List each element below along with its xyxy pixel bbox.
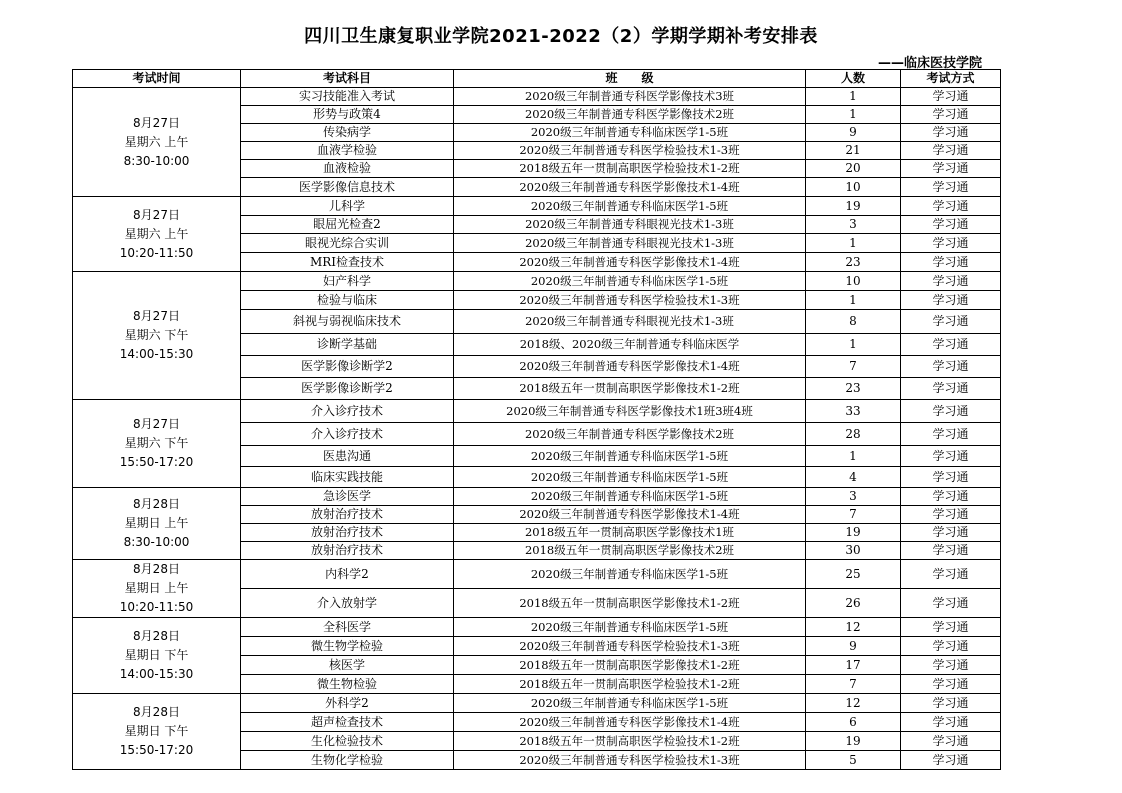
subject-cell: 外科学2 <box>241 694 454 713</box>
exam-time-cell <box>73 618 241 694</box>
exam-date: 8月28日 <box>133 705 180 719</box>
class-cell: 2020级三年制普通专科医学检验技术1-3班 <box>454 291 806 310</box>
method-cell: 学习通 <box>901 356 1001 378</box>
count-cell: 8 <box>806 310 901 334</box>
class-cell: 2018级五年一贯制高职医学影像技术1班 <box>454 524 806 542</box>
exam-schedule-table <box>72 69 1001 770</box>
class-cell: 2018级五年一贯制高职医学影像技术1-2班 <box>454 589 806 618</box>
class-cell: 2020级三年制普通专科医学影像技术2班 <box>454 106 806 124</box>
exam-time: 15:50-17:20 <box>119 455 194 469</box>
subject-cell: 放射治疗技术 <box>241 542 454 560</box>
class-cell: 2020级三年制普通专科医学影像技术1-4班 <box>454 506 806 524</box>
method-cell: 学习通 <box>901 694 1001 713</box>
count-cell: 28 <box>806 423 901 446</box>
class-cell: 2020级三年制普通专科医学影像技术1-4班 <box>454 356 806 378</box>
subject-cell: 放射治疗技术 <box>241 506 454 524</box>
subject-cell: 微生物检验 <box>241 675 454 694</box>
count-cell: 23 <box>806 253 901 272</box>
exam-time-cell <box>73 694 241 770</box>
exam-time-cell <box>73 197 241 272</box>
method-cell: 学习通 <box>901 589 1001 618</box>
count-cell: 26 <box>806 589 901 618</box>
class-cell: 2020级三年制普通专科医学影像技术2班 <box>454 423 806 446</box>
count-cell: 23 <box>806 378 901 400</box>
count-cell: 21 <box>806 142 901 160</box>
count-cell: 5 <box>806 751 901 770</box>
method-cell: 学习通 <box>901 378 1001 400</box>
method-cell: 学习通 <box>901 423 1001 446</box>
method-cell: 学习通 <box>901 142 1001 160</box>
exam-time: 14:00-15:30 <box>119 667 194 681</box>
table-row <box>73 560 1001 589</box>
method-cell: 学习通 <box>901 334 1001 356</box>
subject-cell: 检验与临床 <box>241 291 454 310</box>
class-cell: 2018级、2020级三年制普通专科临床医学 <box>454 334 806 356</box>
method-cell: 学习通 <box>901 524 1001 542</box>
subject-cell: 内科学2 <box>241 560 454 589</box>
subject-cell: 斜视与弱视临床技术 <box>241 310 454 334</box>
table-row <box>73 400 1001 423</box>
subject-cell: 儿科学 <box>241 197 454 216</box>
class-cell: 2020级三年制普通专科医学影像技术1-4班 <box>454 253 806 272</box>
method-cell: 学习通 <box>901 400 1001 423</box>
class-cell: 2018级五年一贯制高职医学检验技术1-2班 <box>454 732 806 751</box>
exam-time: 8:30-10:00 <box>123 535 190 549</box>
count-cell: 10 <box>806 272 901 291</box>
method-cell: 学习通 <box>901 751 1001 770</box>
subject-cell: 生物化学检验 <box>241 751 454 770</box>
subject-cell: 医患沟通 <box>241 446 454 467</box>
subject-cell: 介入诊疗技术 <box>241 400 454 423</box>
header-method: 考试方式 <box>901 70 1001 88</box>
exam-date: 8月27日 <box>133 309 180 323</box>
count-cell: 12 <box>806 618 901 637</box>
subject-cell: 超声检查技术 <box>241 713 454 732</box>
method-cell: 学习通 <box>901 488 1001 506</box>
class-cell: 2018级五年一贯制高职医学影像技术1-2班 <box>454 378 806 400</box>
exam-time: 8:30-10:00 <box>123 153 190 168</box>
header-time: 考试时间 <box>73 70 241 88</box>
table-row <box>73 197 1001 216</box>
exam-weekday: 星期日 下午 <box>124 648 189 662</box>
class-cell: 2020级三年制普通专科临床医学1-5班 <box>454 446 806 467</box>
exam-weekday: 星期六 下午 <box>124 328 189 342</box>
class-cell: 2020级三年制普通专科临床医学1-5班 <box>454 197 806 216</box>
schedule-body <box>73 88 1001 770</box>
class-cell: 2020级三年制普通专科医学检验技术1-3班 <box>454 637 806 656</box>
class-cell: 2020级三年制普通专科眼视光技术1-3班 <box>454 234 806 253</box>
count-cell: 25 <box>806 560 901 589</box>
table-row <box>73 694 1001 713</box>
count-cell: 12 <box>806 694 901 713</box>
count-cell: 1 <box>806 446 901 467</box>
class-cell: 2020级三年制普通专科临床医学1-5班 <box>454 618 806 637</box>
subject-cell: 医学影像诊断学2 <box>241 378 454 400</box>
class-cell: 2020级三年制普通专科临床医学1-5班 <box>454 467 806 488</box>
class-cell: 2020级三年制普通专科临床医学1-5班 <box>454 560 806 589</box>
subject-cell: 眼视光综合实训 <box>241 234 454 253</box>
subject-cell: 传染病学 <box>241 124 454 142</box>
count-cell: 3 <box>806 216 901 234</box>
count-cell: 6 <box>806 713 901 732</box>
class-cell: 2020级三年制普通专科医学影像技术1-4班 <box>454 178 806 197</box>
exam-time: 10:20-11:50 <box>119 600 194 614</box>
header-row <box>73 70 1001 88</box>
count-cell: 19 <box>806 197 901 216</box>
method-cell: 学习通 <box>901 124 1001 142</box>
table-row <box>73 488 1001 506</box>
exam-date: 8月27日 <box>133 417 180 431</box>
method-cell: 学习通 <box>901 542 1001 560</box>
exam-time-cell <box>73 400 241 488</box>
exam-time-cell <box>73 560 241 618</box>
method-cell: 学习通 <box>901 732 1001 751</box>
subject-cell: 全科医学 <box>241 618 454 637</box>
count-cell: 7 <box>806 356 901 378</box>
page-title: 四川卫生康复职业学院2021-2022（2）学期学期补考安排表 <box>304 26 818 47</box>
method-cell: 学习通 <box>901 618 1001 637</box>
class-cell: 2018级五年一贯制高职医学影像技术2班 <box>454 542 806 560</box>
subject-cell: 实习技能准入考试 <box>241 88 454 106</box>
subject-cell: 医学影像诊断学2 <box>241 356 454 378</box>
subject-cell: 诊断学基础 <box>241 334 454 356</box>
exam-date: 8月28日 <box>133 562 180 576</box>
subject-cell: 血液检验 <box>241 160 454 178</box>
exam-time-cell <box>73 272 241 400</box>
class-cell: 2020级三年制普通专科眼视光技术1-3班 <box>454 310 806 334</box>
exam-time-cell <box>73 488 241 560</box>
method-cell: 学习通 <box>901 713 1001 732</box>
count-cell: 1 <box>806 291 901 310</box>
exam-weekday: 星期日 上午 <box>124 516 189 530</box>
exam-date: 8月28日 <box>133 497 180 511</box>
method-cell: 学习通 <box>901 234 1001 253</box>
method-cell: 学习通 <box>901 197 1001 216</box>
class-cell: 2020级三年制普通专科医学影像技术1班3班4班 <box>454 400 806 423</box>
exam-weekday: 星期六 上午 <box>124 134 189 149</box>
header-subject: 考试科目 <box>241 70 454 88</box>
class-cell: 2018级五年一贯制高职医学检验技术1-2班 <box>454 160 806 178</box>
table-row <box>73 272 1001 291</box>
subject-cell: 介入诊疗技术 <box>241 423 454 446</box>
college-name: ——临床医技学院 <box>877 56 982 71</box>
count-cell: 4 <box>806 467 901 488</box>
subject-cell: 核医学 <box>241 656 454 675</box>
subject-cell: 血液学检验 <box>241 142 454 160</box>
count-cell: 1 <box>806 88 901 106</box>
method-cell: 学习通 <box>901 675 1001 694</box>
subject-cell: 生化检验技术 <box>241 732 454 751</box>
class-cell: 2020级三年制普通专科临床医学1-5班 <box>454 488 806 506</box>
subject-cell: 介入放射学 <box>241 589 454 618</box>
method-cell: 学习通 <box>901 106 1001 124</box>
exam-weekday: 星期日 下午 <box>124 724 189 738</box>
count-cell: 10 <box>806 178 901 197</box>
exam-weekday: 星期日 上午 <box>124 581 189 595</box>
header-class: 班 级 <box>454 70 806 88</box>
subject-cell: 妇产科学 <box>241 272 454 291</box>
count-cell: 7 <box>806 506 901 524</box>
subject-cell: 微生物学检验 <box>241 637 454 656</box>
count-cell: 1 <box>806 334 901 356</box>
method-cell: 学习通 <box>901 272 1001 291</box>
count-cell: 19 <box>806 732 901 751</box>
method-cell: 学习通 <box>901 178 1001 197</box>
count-cell: 7 <box>806 675 901 694</box>
method-cell: 学习通 <box>901 656 1001 675</box>
count-cell: 1 <box>806 106 901 124</box>
count-cell: 20 <box>806 160 901 178</box>
count-cell: 19 <box>806 524 901 542</box>
method-cell: 学习通 <box>901 160 1001 178</box>
count-cell: 17 <box>806 656 901 675</box>
exam-time: 15:50-17:20 <box>119 743 194 757</box>
table-row <box>73 88 1001 106</box>
class-cell: 2020级三年制普通专科医学影像技术1-4班 <box>454 713 806 732</box>
method-cell: 学习通 <box>901 253 1001 272</box>
count-cell: 9 <box>806 124 901 142</box>
exam-time: 14:00-15:30 <box>119 347 194 361</box>
method-cell: 学习通 <box>901 467 1001 488</box>
class-cell: 2018级五年一贯制高职医学检验技术1-2班 <box>454 675 806 694</box>
method-cell: 学习通 <box>901 506 1001 524</box>
exam-date: 8月27日 <box>133 207 180 222</box>
subject-cell: 临床实践技能 <box>241 467 454 488</box>
method-cell: 学习通 <box>901 446 1001 467</box>
subject-cell: 急诊医学 <box>241 488 454 506</box>
method-cell: 学习通 <box>901 560 1001 589</box>
count-cell: 33 <box>806 400 901 423</box>
subject-cell: 眼屈光检查2 <box>241 216 454 234</box>
class-cell: 2020级三年制普通专科医学检验技术1-3班 <box>454 751 806 770</box>
count-cell: 3 <box>806 488 901 506</box>
subject-cell: MRI检查技术 <box>241 253 454 272</box>
class-cell: 2020级三年制普通专科医学检验技术1-3班 <box>454 142 806 160</box>
class-cell: 2018级五年一贯制高职医学影像技术1-2班 <box>454 656 806 675</box>
exam-weekday: 星期六 下午 <box>124 436 189 450</box>
count-cell: 9 <box>806 637 901 656</box>
table-row <box>73 618 1001 637</box>
method-cell: 学习通 <box>901 291 1001 310</box>
class-cell: 2020级三年制普通专科临床医学1-5班 <box>454 272 806 291</box>
method-cell: 学习通 <box>901 637 1001 656</box>
method-cell: 学习通 <box>901 88 1001 106</box>
exam-time-cell <box>73 88 241 197</box>
exam-time: 10:20-11:50 <box>119 245 194 260</box>
header-count: 人数 <box>806 70 901 88</box>
subject-cell: 形势与政策4 <box>241 106 454 124</box>
exam-date: 8月28日 <box>133 629 180 643</box>
class-cell: 2020级三年制普通专科临床医学1-5班 <box>454 694 806 713</box>
count-cell: 30 <box>806 542 901 560</box>
subject-cell: 放射治疗技术 <box>241 524 454 542</box>
exam-date: 8月27日 <box>133 115 180 130</box>
method-cell: 学习通 <box>901 310 1001 334</box>
class-cell: 2020级三年制普通专科医学影像技术3班 <box>454 88 806 106</box>
exam-weekday: 星期六 上午 <box>124 226 189 241</box>
subject-cell: 医学影像信息技术 <box>241 178 454 197</box>
class-cell: 2020级三年制普通专科眼视光技术1-3班 <box>454 216 806 234</box>
count-cell: 1 <box>806 234 901 253</box>
class-cell: 2020级三年制普通专科临床医学1-5班 <box>454 124 806 142</box>
method-cell: 学习通 <box>901 216 1001 234</box>
